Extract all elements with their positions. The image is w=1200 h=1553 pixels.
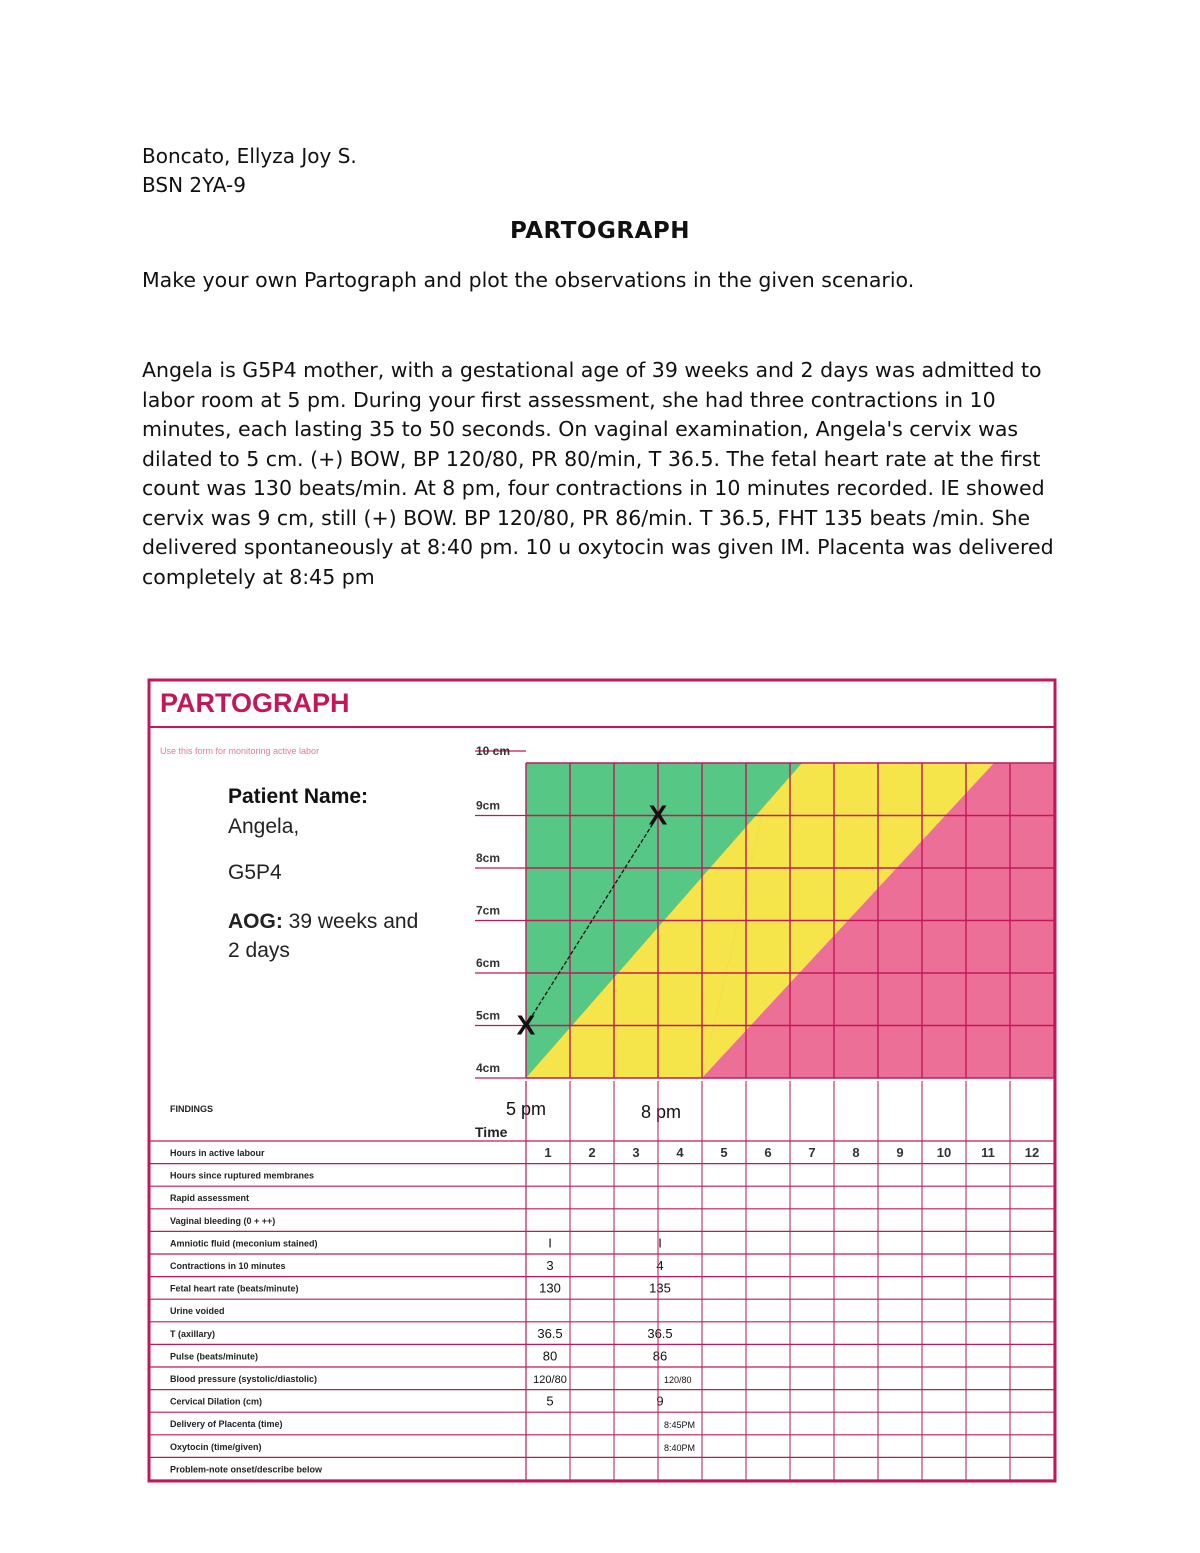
instructions: Make your own Partograph and plot the observations in the given scenario. [142, 268, 915, 292]
table-row-label: Oxytocin (time/given) [170, 1441, 262, 1452]
y-tick-label: 8cm [476, 851, 501, 865]
student-section: BSN 2YA-9 [142, 173, 246, 197]
table-cell-value: 5 [546, 1393, 554, 1409]
table-cell-value: I [548, 1235, 552, 1251]
hour-number: 10 [936, 1145, 952, 1160]
findings-table [149, 1081, 1055, 1480]
table-cell-value: 36.5 [537, 1325, 563, 1341]
table-cell-value: 120/80 [664, 1375, 692, 1385]
hour-number: 5 [720, 1145, 728, 1160]
time-mark-8pm: 8 pm [641, 1102, 682, 1122]
aog-line-2: 2 days [228, 939, 290, 962]
hour-number: 3 [632, 1145, 640, 1160]
findings-label: FINDINGS [170, 1104, 214, 1114]
hour-number: 6 [764, 1145, 772, 1160]
table-cell-value: 9 [656, 1393, 664, 1409]
table-row-label: Problem-note onset/describe below [170, 1464, 323, 1475]
form-subtitle: Use this form for monitoring active labor [160, 746, 320, 756]
table-cell-value: I [658, 1235, 662, 1251]
table-row-label: Contractions in 10 minutes [170, 1261, 286, 1271]
table-cell-value: 130 [539, 1280, 561, 1296]
table-row-label: Urine voided [170, 1306, 225, 1317]
patient-label: Patient Name: [228, 785, 369, 808]
table-row-label: Delivery of Placenta (time) [170, 1419, 283, 1430]
table-cell-value: 135 [649, 1280, 671, 1296]
table-row-label: Fetal heart rate (beats/minute) [170, 1283, 299, 1294]
table-row-label: Amniotic fluid (meconium stained) [170, 1238, 318, 1249]
y-tick-label: 6cm [476, 956, 501, 970]
table-cell-value: 80 [542, 1348, 558, 1364]
time-mark-5pm: 5 pm [506, 1099, 547, 1119]
table-cell-value: 86 [652, 1348, 668, 1364]
table-row-label: T (axillary) [170, 1328, 216, 1339]
dilation-marker: X [648, 799, 668, 831]
table-cell-value: 8:45PM [664, 1420, 696, 1431]
gravida-para: G5P4 [228, 861, 282, 884]
table-row-label: Vaginal bleeding (0 + ++) [170, 1215, 276, 1226]
aog-label: AOG: [228, 910, 283, 933]
table-cell-value: 120/80 [533, 1374, 567, 1386]
hour-number: 4 [676, 1145, 684, 1160]
document-title: PARTOGRAPH [510, 218, 690, 244]
aog-value: 39 weeks and [282, 910, 419, 933]
hour-number: 9 [896, 1145, 904, 1160]
hour-number: 11 [981, 1145, 995, 1160]
table-cell-value: 3 [546, 1258, 554, 1273]
table-row-label: Rapid assessment [170, 1193, 250, 1204]
table-row-label: Cervical Dilation (cm) [170, 1396, 263, 1407]
y-tick-label: 7cm [476, 903, 501, 918]
y-tick-label: 5cm [476, 1008, 501, 1023]
hour-number: 1 [544, 1145, 552, 1160]
hour-number: 2 [588, 1145, 596, 1160]
y-tick-label: 9cm [476, 798, 501, 813]
time-label: Time [475, 1124, 508, 1140]
scenario-paragraph: Angela is G5P4 mother, with a gestational age of 39 weeks and 2 days was admitted to labor room at 5 pm. During your first assessment, she had three contractions in 10 minutes, each lasting 35 to 50 seconds. On vaginal examination, Angela's cervix was dilated to 5 cm. (+) BOW, BP 120/80, PR 80/min, T 36.5. The fetal heart rate at the first count was 130 beats/min. At 8 pm, four contractions in 10 minutes recorded. IE showed cervix was 9 cm, still (+) BOW. BP 120/80, PR 86/min. T 36.5, FHT 135 beats /min. She delivered spontaneously at 8:40 pm. 10 u oxytocin was given IM. Placenta was delivered completely at 8:45 pm [142, 358, 1054, 589]
table-row-label: Hours in active labour [170, 1148, 265, 1158]
dilation-marker: X [516, 1009, 536, 1041]
student-name: Boncato, Ellyza Joy S. [142, 144, 357, 168]
table-row-label: Pulse (beats/minute) [170, 1351, 259, 1362]
patient-name: Angela, [228, 815, 300, 838]
table-row-label: Blood pressure (systolic/diastolic) [170, 1374, 318, 1384]
hour-number: 7 [808, 1145, 816, 1160]
form-title: PARTOGRAPH [160, 688, 350, 718]
y-tick-label: 4cm [476, 1061, 501, 1075]
table-row-label: Hours since ruptured membranes [170, 1170, 315, 1181]
y-tick-label: 10 cm [476, 744, 511, 758]
table-cell-value: 8:40PM [664, 1442, 696, 1453]
aog-line [228, 910, 418, 933]
hour-number: 8 [852, 1145, 860, 1160]
table-cell-value: 4 [656, 1258, 664, 1273]
table-cell-value: 36.5 [647, 1325, 673, 1341]
hour-number: 12 [1024, 1145, 1040, 1160]
